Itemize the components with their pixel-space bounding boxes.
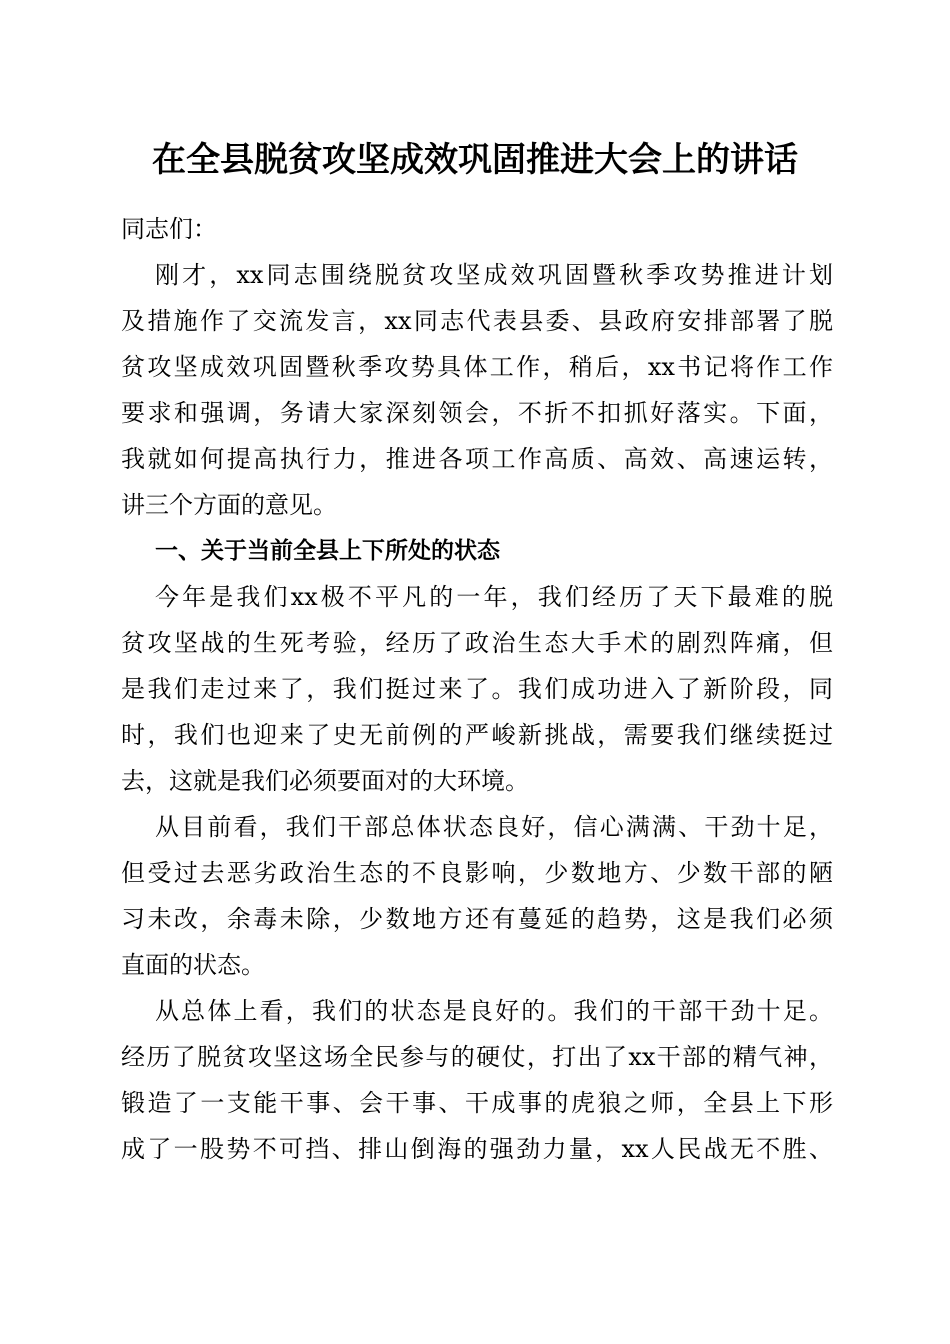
- paragraph-line: 我就如何提高执行力，推进各项工作高质、高效、高速运转，: [121, 445, 833, 473]
- paragraph-line: 去，这就是我们必须要面对的大环境。: [121, 767, 529, 795]
- paragraph-line: 及措施作了交流发言，xx同志代表县委、县政府安排部署了脱: [121, 307, 833, 335]
- paragraph-line: 经历了脱贫攻坚这场全民参与的硬仗，打出了xx干部的精气神，: [121, 1043, 833, 1071]
- paragraph-line: 习未改，余毒未除，少数地方还有蔓延的趋势，这是我们必须: [121, 905, 833, 933]
- paragraph-line: 是我们走过来了，我们挺过来了。我们成功进入了新阶段，同: [121, 675, 833, 703]
- paragraph-line: 刚才，xx同志围绕脱贫攻坚成效巩固暨秋季攻势推进计划: [155, 261, 833, 289]
- document-body: [121, 206, 833, 1172]
- paragraph-line: 贫攻坚战的生死考验，经历了政治生态大手术的剧烈阵痛，但: [121, 629, 833, 657]
- paragraph-line: 成了一股势不可挡、排山倒海的强劲力量，xx人民战无不胜、: [121, 1135, 833, 1163]
- paragraph-line: 锻造了一支能干事、会干事、干成事的虎狼之师，全县上下形: [121, 1089, 833, 1117]
- paragraph-line: 今年是我们xx极不平凡的一年，我们经历了天下最难的脱: [155, 583, 833, 611]
- paragraph-line: 时，我们也迎来了史无前例的严峻新挑战，需要我们继续挺过: [121, 721, 833, 749]
- paragraph-line: 同志们：: [121, 215, 217, 243]
- paragraph-line: 直面的状态。: [121, 951, 265, 979]
- paragraph-line: 但受过去恶劣政治生态的不良影响，少数地方、少数干部的陋: [121, 859, 833, 887]
- paragraph-line: 要求和强调，务请大家深刻领会，不折不扣抓好落实。下面，: [121, 399, 833, 427]
- document-title: 在全县脱贫攻坚成效巩固推进大会上的讲话: [152, 140, 798, 180]
- paragraph-line: 从目前看，我们干部总体状态良好，信心满满、干劲十足，: [155, 813, 833, 841]
- section-heading: 一、关于当前全县上下所处的状态: [155, 538, 500, 564]
- paragraph-line: 从总体上看，我们的状态是良好的。我们的干部干劲十足。: [155, 997, 833, 1025]
- paragraph-line: 贫攻坚成效巩固暨秋季攻势具体工作，稍后，xx书记将作工作: [121, 353, 833, 381]
- paragraph-line: 讲三个方面的意见。: [121, 491, 337, 519]
